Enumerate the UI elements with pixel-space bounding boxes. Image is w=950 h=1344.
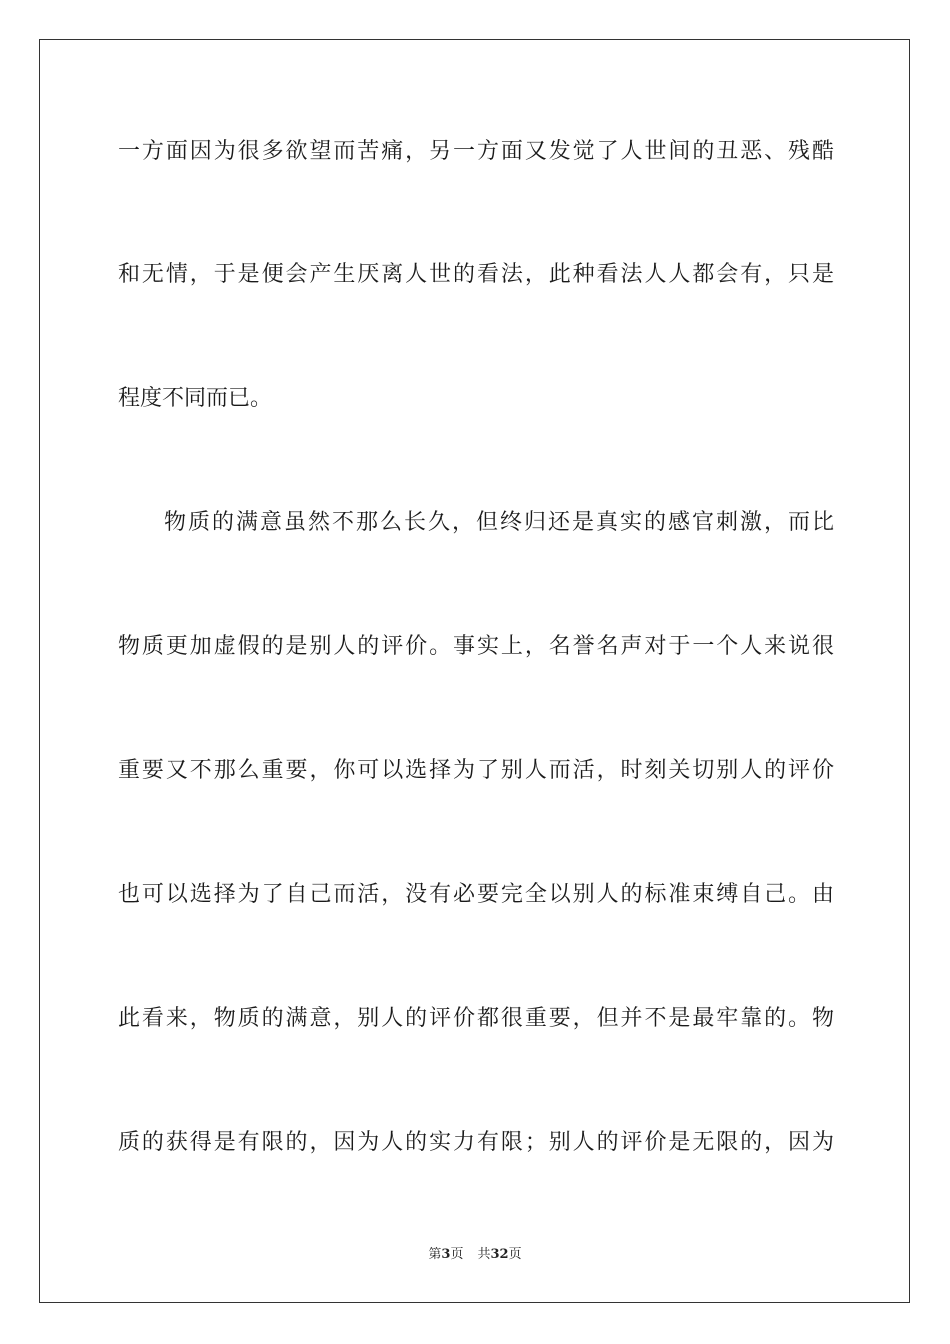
current-page-number: 3 xyxy=(441,1247,451,1262)
page-suffix: 页 xyxy=(450,1247,464,1262)
total-prefix: 共 xyxy=(477,1247,491,1262)
page-prefix: 第 xyxy=(428,1247,442,1262)
total-suffix: 页 xyxy=(508,1247,522,1262)
body-line-6: 重要又不那么重要，你可以选择为了别人而活，时刻关切别人的评价 xyxy=(118,758,834,783)
body-line-4: 物质的满意虽然不那么长久，但终归还是真实的感官刺激，而比 xyxy=(164,510,834,535)
body-line-7: 也可以选择为了自己而活，没有必要完全以别人的标准束缚自己。由 xyxy=(118,882,834,907)
page-footer xyxy=(0,1246,950,1264)
body-line-5: 物质更加虚假的是别人的评价。事实上，名誉名声对于一个人来说很 xyxy=(118,634,834,659)
page-border xyxy=(39,39,910,1303)
body-line-3: 程度不同而已。 xyxy=(118,386,273,411)
total-page-count: 32 xyxy=(490,1247,509,1262)
body-line-2: 和无情，于是便会产生厌离人世的看法，此种看法人人都会有，只是 xyxy=(118,262,834,287)
body-line-8: 此看来，物质的满意，别人的评价都很重要，但并不是最牢靠的。物 xyxy=(118,1006,834,1031)
body-line-9: 质的获得是有限的，因为人的实力有限；别人的评价是无限的，因为 xyxy=(118,1130,834,1155)
body-line-1: 一方面因为很多欲望而苦痛，另一方面又发觉了人世间的丑恶、残酷 xyxy=(118,139,834,164)
